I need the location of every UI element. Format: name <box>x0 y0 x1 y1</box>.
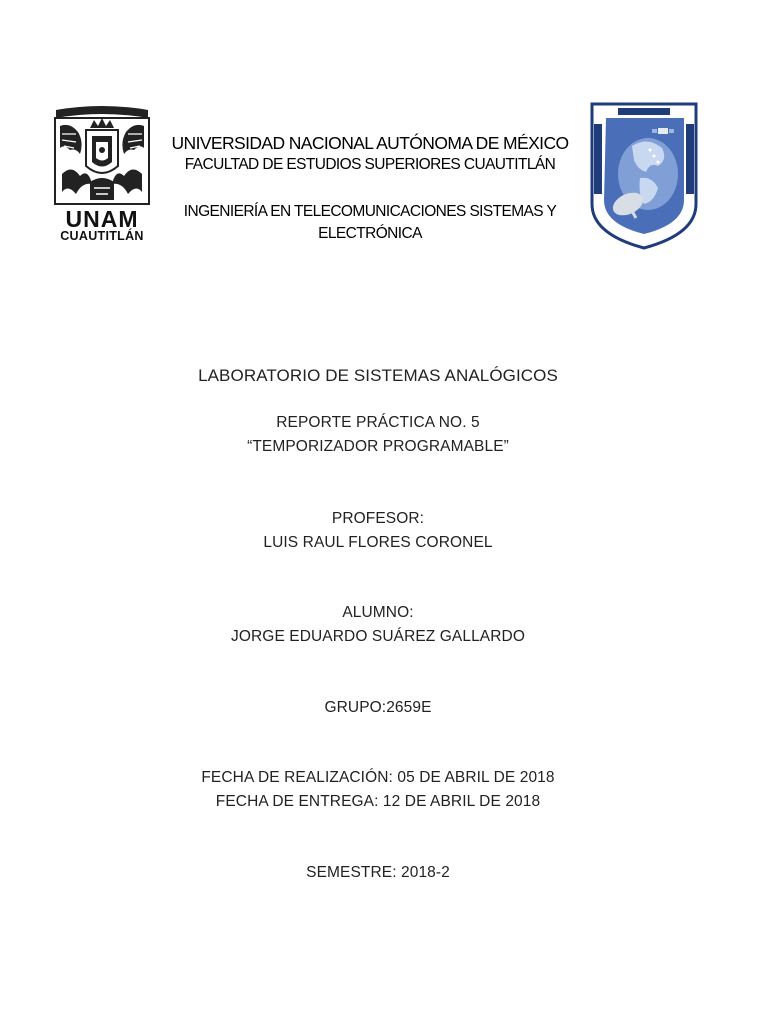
practice-title: “TEMPORIZADOR PROGRAMABLE” <box>247 438 509 455</box>
professor-name: LUIS RAUL FLORES CORONEL <box>263 534 493 551</box>
career-name <box>160 201 580 245</box>
group-number: GRUPO:2659E <box>324 699 432 716</box>
lab-title: LABORATORIO DE SISTEMAS ANALÓGICOS <box>198 366 558 385</box>
fes-telecom-logo <box>588 100 700 250</box>
university-name: UNIVERSIDAD NACIONAL AUTÓNOMA DE MÉXICO <box>171 133 569 153</box>
student-label: ALUMNO: <box>342 604 414 621</box>
report-number: REPORTE PRÁCTICA NO. 5 <box>276 414 480 431</box>
date-delivered: FECHA DE ENTREGA: 12 DE ABRIL DE 2018 <box>215 793 541 810</box>
unam-wordmark: UNAM <box>65 206 139 232</box>
unam-logo <box>52 104 152 246</box>
career-line-1: INGENIERÍA EN TELECOMUNICACIONES SISTEMAS Y <box>183 203 557 220</box>
semester: SEMESTRE: 2018-2 <box>306 864 450 881</box>
career-line-2: ELECTRÓNICA <box>318 225 422 242</box>
professor-label: PROFESOR: <box>331 510 425 527</box>
unam-shield-icon <box>52 104 152 208</box>
student-name: JORGE EDUARDO SUÁREZ GALLARDO <box>230 628 525 645</box>
fes-telecom-shield-icon <box>588 100 700 250</box>
faculty-name: FACULTAD DE ESTUDIOS SUPERIORES CUAUTITLÁN <box>184 156 556 173</box>
date-performed: FECHA DE REALIZACIÓN: 05 DE ABRIL DE 2018 <box>201 769 555 786</box>
unam-campus-label: CUAUTITLÁN <box>60 229 144 243</box>
